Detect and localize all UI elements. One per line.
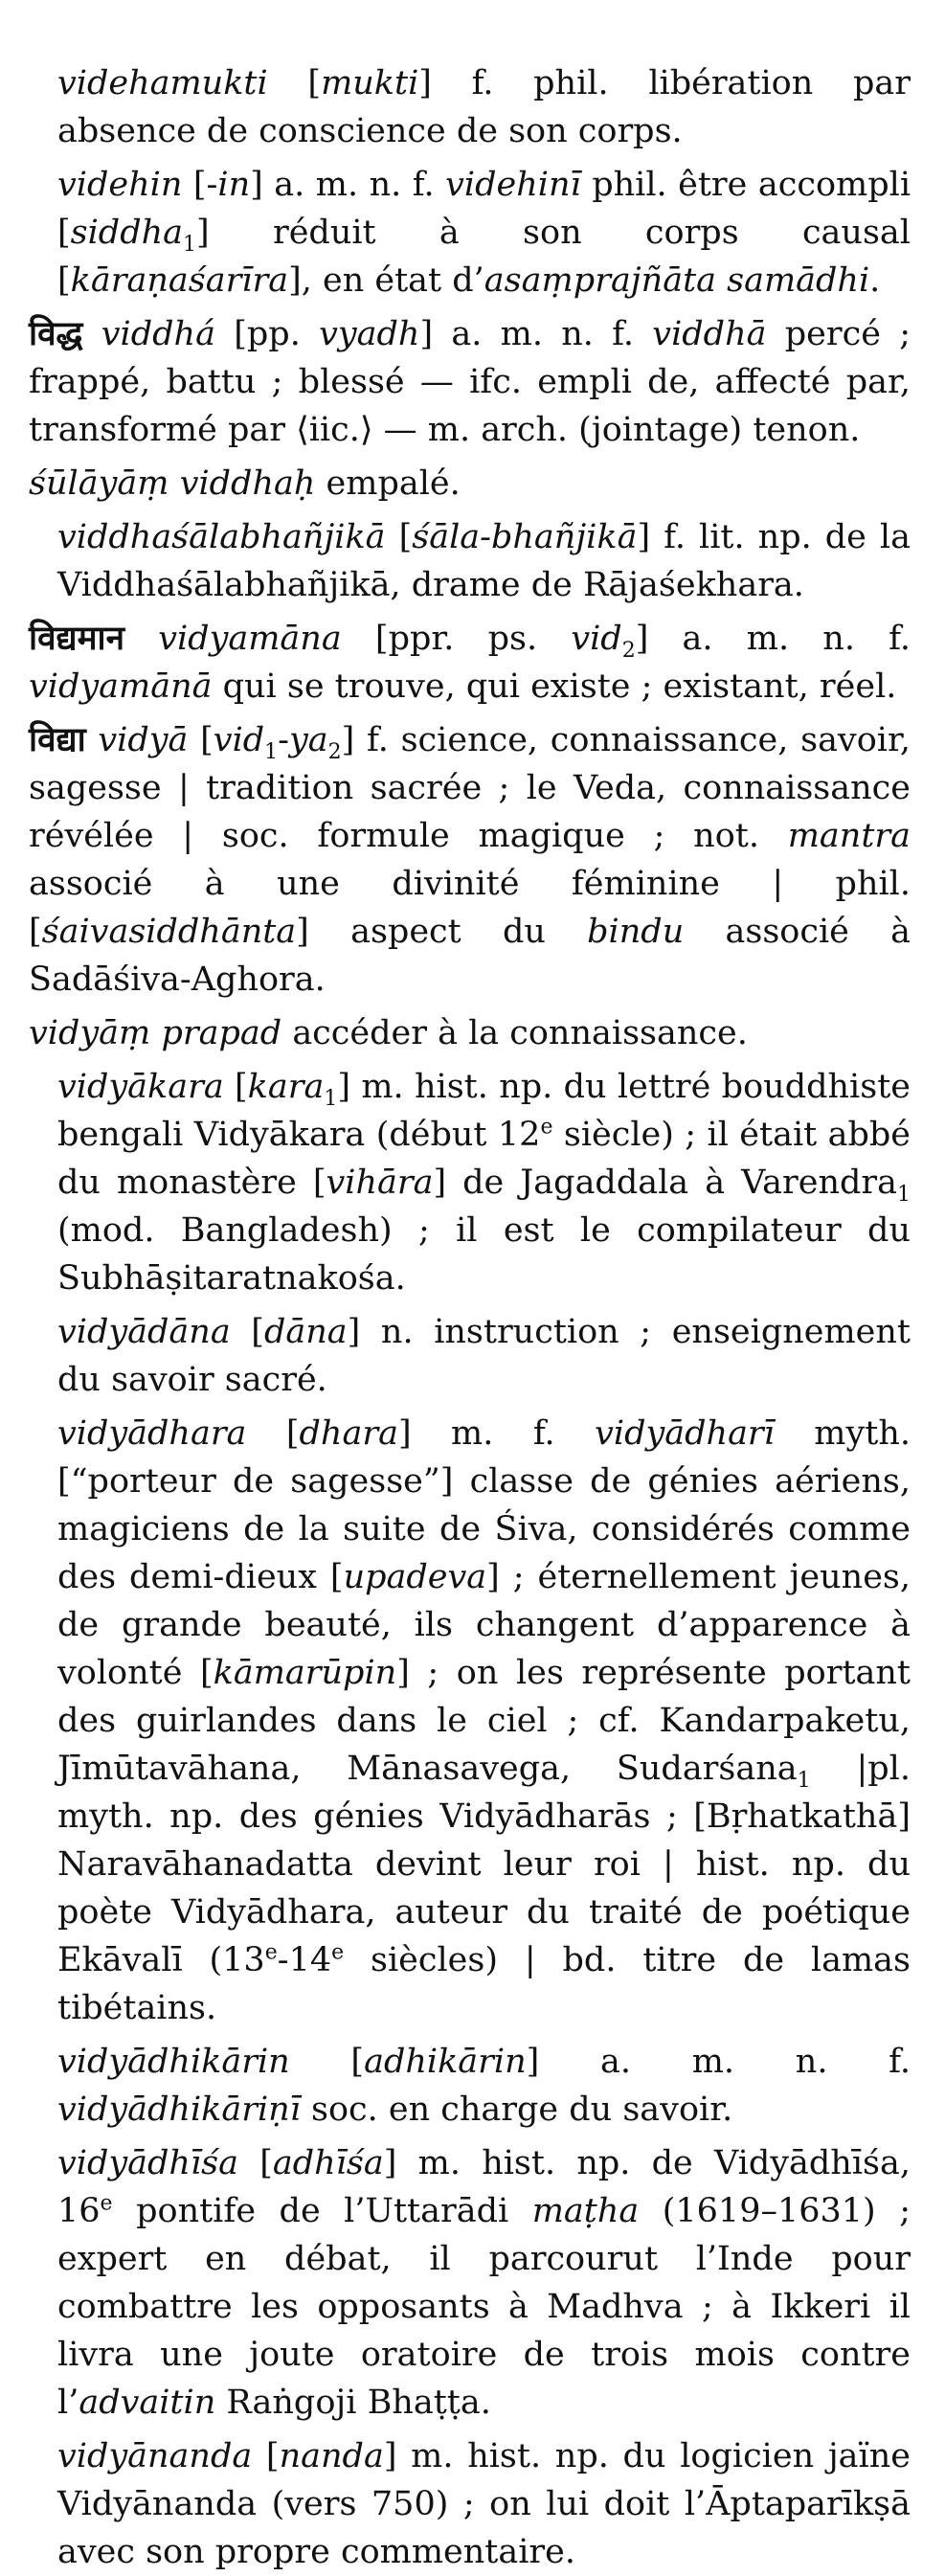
entry-text: ] m. hist. np. du logicien jaïne Vidyānanda (vers 750) ; on lui doit l’Āptaparīkṣā avec son propre commentaire. <box>57 2437 911 2571</box>
entry-text: e <box>540 1115 553 1140</box>
entry-text: ] f. lit. np. de la Viddhaśālabhañjikā, drame de Rājaśekhara. <box>57 518 911 604</box>
italic-term: viddhá <box>101 315 215 353</box>
italic-term: mantra <box>787 817 911 855</box>
entry-text: pontife de l’Uttarādi <box>112 2192 532 2230</box>
entry-text: [ <box>237 2144 273 2182</box>
entry-text: [ <box>289 2043 365 2081</box>
entry-text: 2 <box>621 639 636 663</box>
entry-text: . <box>869 261 881 300</box>
italic-term: adhikārin <box>364 2043 527 2081</box>
entry-text: [ <box>230 1313 264 1351</box>
italic-term: vyadh <box>319 315 420 353</box>
entry-text: [ <box>385 518 413 556</box>
entry-text: e <box>264 1940 278 1965</box>
entry-text: 2 <box>327 740 342 764</box>
entry-text: ] ; éternellement jeunes, de grande beauté, ils changent d’apparence à volonté [ <box>57 1558 911 1692</box>
entry-text: [- <box>182 166 218 204</box>
italic-term: viddhā <box>652 315 767 353</box>
dictionary-entry <box>57 2038 911 2134</box>
dictionary-entry <box>57 59 911 155</box>
entry-text: ] f. phil. libération par absence de conscience de son corps. <box>57 64 911 150</box>
italic-term: vidyādhikārin <box>57 2043 290 2081</box>
italic-term: vidyādhikāriṇī <box>57 2090 301 2129</box>
entry-text: ] a. m. n. f. <box>526 2043 911 2081</box>
entry-text: (1619–1631) ; expert en débat, il parcourut l’Inde pour combattre les opposants à Madhva ; à Ikkeri il livra une joute oratoire de trois mois contre l’ <box>57 2192 911 2422</box>
dictionary-entry <box>57 513 911 609</box>
entry-text: empalé. <box>315 464 461 503</box>
italic-term: vidyamānā <box>29 667 213 706</box>
entry-text: ] f. science, connaissance, savoir, sagesse | tradition sacrée ; le Veda, connaissance révélée | soc. formule magique ; not. <box>29 721 911 855</box>
italic-term: śāla-bhañjikā <box>412 518 638 556</box>
entry-text: myth. [“porteur de sagesse”] classe de génies aériens, magiciens de la suite de Śiva, considérés comme des demi-dieux [ <box>57 1414 911 1596</box>
italic-term: asaṃprajñāta samādhi <box>484 261 870 300</box>
italic-term: mukti <box>321 64 419 102</box>
italic-term: videhinī <box>445 166 581 204</box>
italic-term: vidyādāna <box>57 1313 231 1351</box>
italic-term: vidyādharī <box>595 1414 775 1453</box>
dictionary-entry <box>57 1063 911 1302</box>
italic-term: dhara <box>299 1414 398 1453</box>
entry-text: 1 <box>324 1087 338 1111</box>
italic-term: nanda <box>279 2437 384 2475</box>
entry-text: [ppr. ps. <box>341 620 572 658</box>
entry-text: ] a. m. n. f. <box>419 315 653 353</box>
entry-text: ], en état d’ <box>288 261 484 300</box>
dictionary-entry <box>29 615 911 711</box>
entry-text: ] aspect du <box>296 913 588 951</box>
entry-text: ] m. hist. np. du lettré bouddhiste bengali Vidyākara (début 12 <box>57 1068 911 1154</box>
italic-term: vid <box>213 721 265 759</box>
italic-term: maṭha <box>531 2192 640 2230</box>
dictionary-entry <box>29 460 911 508</box>
entry-text <box>83 315 101 353</box>
entry-text: associé à Sadāśiva-Aghora. <box>29 913 911 999</box>
entry-text: siècle) ; il était abbé du monastère [ <box>57 1116 911 1202</box>
entry-text: accéder à la connaissance. <box>281 1014 748 1052</box>
italic-term: dāna <box>263 1313 348 1351</box>
italic-term: vidyākara <box>57 1068 224 1106</box>
italic-term: vidyānanda <box>57 2437 253 2475</box>
italic-term: vid <box>571 620 622 658</box>
entry-text: 1 <box>797 1769 811 1793</box>
entry-text: 1 <box>183 233 197 257</box>
italic-term: vidyamāna <box>158 620 342 658</box>
dictionary-entry <box>29 1009 911 1057</box>
entry-text <box>124 620 158 658</box>
entry-text: e <box>331 1940 345 1965</box>
entry-text: ] de Jagaddala à Varendra <box>433 1164 897 1202</box>
entry-text: ] a. m. n. f. <box>635 620 911 658</box>
italic-term: vidyā <box>98 721 189 759</box>
entry-text: ] a. m. n. f. <box>250 166 446 204</box>
dictionary-entry <box>57 1410 911 2032</box>
entry-text: associé à une divinité féminine | phil. [ <box>29 865 911 951</box>
dictionary-entry <box>57 2139 911 2427</box>
entry-text: |pl. myth. np. des génies Vidyādharās ; [Bṛhatkathā] Naravāhanadatta devint leur roi | hist. np. du poète Vidyādhara, auteur du traité de poétique Ekāvalī (13 <box>57 1750 911 1979</box>
entry-text: Raṅgoji Bhaṭṭa. <box>215 2384 491 2422</box>
italic-term: kāmarūpin <box>213 1654 397 1692</box>
entry-text: [ <box>188 721 214 759</box>
entry-text: [ <box>267 64 322 102</box>
dictionary-entry <box>57 1308 911 1404</box>
italic-term: videhamukti <box>57 64 268 102</box>
devanagari-headword: विद्ध <box>29 315 83 353</box>
italic-term: siddha <box>70 214 184 252</box>
entry-text: ] ; on les représente portant des guirlandes dans le ciel ; cf. Kandarpaketu, Jīmūtavāhana, Mānasavega, Sudarśana <box>57 1654 911 1788</box>
entry-text: ] n. instruction ; enseignement du savoir sacré. <box>57 1313 911 1399</box>
entry-text: [ <box>252 2437 280 2475</box>
entry-text: percé ; frappé, battu ; blessé — ifc. empli de, affecté par, transformé par ⟨iic.⟩ — m. arch. (jointage) tenon. <box>29 315 911 449</box>
entry-text: soc. en charge du savoir. <box>300 2090 733 2129</box>
entry-text: - <box>278 721 289 759</box>
italic-term: śaivasiddhānta <box>41 913 297 951</box>
entry-text: [ <box>223 1068 248 1106</box>
italic-term: kara <box>247 1068 325 1106</box>
italic-term: vidyādhara <box>57 1414 247 1453</box>
italic-term: bindu <box>587 913 685 951</box>
entry-text: ] réduit à son corps causal [ <box>57 214 911 300</box>
entry-text: e <box>100 2191 113 2216</box>
italic-term: vihāra <box>326 1164 434 1202</box>
italic-term: upadeva <box>343 1558 487 1596</box>
entry-text: [ <box>246 1414 300 1453</box>
italic-term: śūlāyāṃ viddhaḥ <box>29 464 316 503</box>
entry-text: ] m. f. <box>397 1414 596 1453</box>
italic-term: viddhaśālabhañjikā <box>57 518 386 556</box>
entry-text: [pp. <box>214 315 320 353</box>
entry-text: qui se trouve, qui existe ; existant, réel. <box>212 667 897 706</box>
entry-text: (mod. Bangladesh) ; il est le compilateur du Subhāṣitaratnakośa. <box>57 1211 911 1298</box>
italic-term: kāraṇaśarīra <box>70 261 289 300</box>
devanagari-headword: विद्या <box>29 721 86 759</box>
dictionary-entry <box>29 716 911 1004</box>
italic-term: ya <box>289 721 328 759</box>
entry-text: phil. être accompli [ <box>57 166 911 252</box>
devanagari-headword: विद्यमान <box>29 620 124 658</box>
dictionary-entry <box>57 161 911 305</box>
dictionary-entry <box>57 2432 911 2576</box>
dictionary-entry <box>29 310 911 454</box>
italic-term: advaitin <box>79 2384 216 2422</box>
italic-term: in <box>217 166 251 204</box>
entry-text <box>86 721 99 759</box>
italic-term: videhin <box>57 166 183 204</box>
entry-text: 1 <box>897 1183 911 1207</box>
entry-text: -14 <box>277 1941 332 1979</box>
entry-text: siècles) | bd. titre de lamas tibétains. <box>57 1941 911 2027</box>
entry-text: 1 <box>264 740 279 764</box>
italic-term: vidyāṃ prapad <box>29 1014 282 1052</box>
entry-text: ] m. hist. np. de Vidyādhīśa, 16 <box>57 2144 911 2230</box>
italic-term: vidyādhīśa <box>57 2144 238 2182</box>
italic-term: adhīśa <box>272 2144 384 2182</box>
